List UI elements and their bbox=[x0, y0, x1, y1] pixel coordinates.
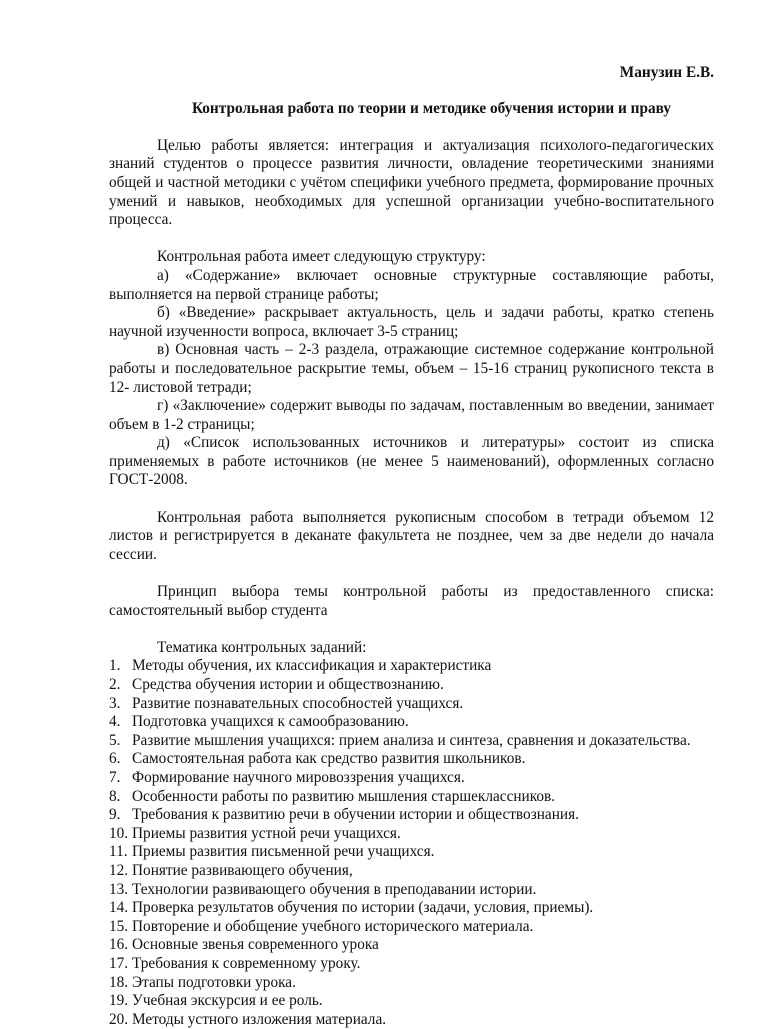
topic-text: Особенности работы по развитию мышления старшеклассников. bbox=[132, 787, 556, 805]
topic-number: 17. bbox=[109, 954, 129, 972]
topic-text: Основные звенья современного урока bbox=[132, 936, 379, 954]
topic-text: Развитие мышления учащихся: прием анализа и синтеза, сравнения и доказательства. bbox=[132, 731, 691, 749]
topic-text: Приемы развития устной речи учащихся. bbox=[132, 824, 401, 842]
topic-number: 16. bbox=[109, 936, 129, 954]
topic-text: Методы обучения, их классификация и характеристика bbox=[132, 657, 492, 675]
document-title: Контрольная работа по теории и методике обучения истории и праву bbox=[191, 99, 672, 117]
topic-number: 8. bbox=[109, 787, 121, 805]
topic-item bbox=[109, 862, 714, 881]
topic-text: Самостоятельная работа как средство развития школьников. bbox=[132, 750, 526, 768]
topic-text: Технологии развивающего обучения в преподавании истории. bbox=[132, 880, 537, 898]
topics-heading: Тематика контрольных заданий: bbox=[157, 638, 367, 656]
topic-text: Учебная экскурсия и ее роль. bbox=[132, 992, 323, 1010]
topic-item bbox=[109, 918, 714, 937]
topic-item bbox=[109, 657, 714, 676]
topic-item bbox=[109, 769, 714, 788]
topic-number: 18. bbox=[109, 973, 129, 991]
topic-item bbox=[109, 695, 714, 714]
submission-paragraph: Контрольная работа выполняется рукописным способом в тетради объемом 12 листов и регистрируется в деканате факультета не позднее, чем за две недели до начала сессии. bbox=[109, 508, 714, 563]
structure-item-conclusion: г) «Заключение» содержит выводы по задачам, поставленным во введении, занимает объем в 1-2 страницы; bbox=[109, 397, 714, 433]
topic-item bbox=[109, 843, 714, 862]
structure-item-introduction: б) «Введение» раскрывает актуальность, цель и задачи работы, кратко степень научной изученности вопроса, включает 3-5 страниц; bbox=[109, 304, 714, 340]
topic-number: 9. bbox=[109, 806, 121, 824]
topic-text: Развитие познавательных способностей учащихся. bbox=[132, 694, 464, 712]
topics-list bbox=[109, 657, 714, 1029]
topic-item bbox=[109, 955, 714, 974]
topic-text: Этапы подготовки урока. bbox=[132, 973, 296, 991]
author-name: Манузин Е.В. bbox=[619, 64, 714, 81]
topic-number: 5. bbox=[109, 731, 121, 749]
topic-text: Приемы развития письменной речи учащихся. bbox=[132, 843, 435, 861]
topic-text: Повторение и обобщение учебного исторического материала. bbox=[132, 917, 534, 935]
topic-item bbox=[109, 936, 714, 955]
topic-text: Методы устного изложения материала. bbox=[132, 1010, 387, 1028]
structure-item-content: а) «Содержание» включает основные структурные составляющие работы, выполняется на первой странице работы; bbox=[109, 266, 714, 303]
topic-text: Формирование научного мировоззрения учащихся. bbox=[132, 768, 465, 786]
topic-text: Подготовка учащихся к самообразованию. bbox=[132, 713, 409, 731]
topic-item bbox=[109, 974, 714, 993]
structure-item-main-part: в) Основная часть – 2-3 раздела, отражающие системное содержание контрольной работы и последовательное раскрытие темы, объем – 15-16 страниц рукописного текста в 12- листовой тетради; bbox=[109, 341, 714, 396]
topic-item bbox=[109, 1011, 714, 1029]
topic-number: 12. bbox=[109, 861, 129, 879]
topic-number: 10. bbox=[109, 824, 129, 842]
topic-item bbox=[109, 676, 714, 695]
topic-number: 15. bbox=[109, 917, 129, 935]
goal-paragraph: Целью работы является: интеграция и актуализация психолого-педагогических знаний студентов о процессе развития личности, овладение теоретическими знаниями общей и частной методики с учётом специфики учебного предмета, формирование прочных умений и навыков, необходимых для успешной организации учебно-воспитательного процесса. bbox=[109, 136, 714, 229]
topic-number: 19. bbox=[109, 992, 129, 1010]
selection-paragraph: Принцип выбора темы контрольной работы из предоставленного списка: самостоятельный выбор студента bbox=[109, 583, 714, 619]
topic-item bbox=[109, 881, 714, 900]
topic-text: Требования к современному уроку. bbox=[132, 954, 361, 972]
topic-item bbox=[109, 713, 714, 732]
topic-number: 14. bbox=[109, 899, 129, 917]
topic-number: 4. bbox=[109, 713, 121, 731]
topic-item bbox=[109, 788, 714, 807]
document-page bbox=[109, 64, 714, 1029]
structure-item-bibliography: д) «Список использованных источников и литературы» состоит из списка применяемых в работе источников (не менее 5 наименований), оформленных согласно ГОСТ-2008. bbox=[109, 434, 714, 489]
structure-intro: Контрольная работа имеет следующую структуру: bbox=[157, 248, 486, 266]
topic-item bbox=[109, 750, 714, 769]
topic-text: Средства обучения истории и обществознанию. bbox=[132, 676, 444, 693]
topic-item bbox=[109, 806, 714, 825]
topic-item bbox=[109, 732, 714, 751]
topic-number: 7. bbox=[109, 768, 121, 786]
topic-number: 1. bbox=[109, 657, 121, 675]
topic-number: 20. bbox=[109, 1010, 129, 1028]
topic-item bbox=[109, 992, 714, 1011]
topic-item bbox=[109, 825, 714, 844]
topic-item bbox=[109, 899, 714, 918]
topic-number: 2. bbox=[109, 676, 121, 693]
topic-text: Требования к развитию речи в обучении истории и обществознания. bbox=[132, 806, 579, 824]
topic-number: 13. bbox=[109, 880, 129, 898]
topic-text: Проверка результатов обучения по истории (задачи, условия, приемы). bbox=[132, 899, 594, 917]
topic-text: Понятие развивающего обучения, bbox=[132, 861, 353, 879]
topic-number: 3. bbox=[109, 694, 121, 712]
topic-number: 11. bbox=[109, 843, 128, 861]
topic-number: 6. bbox=[109, 750, 121, 768]
